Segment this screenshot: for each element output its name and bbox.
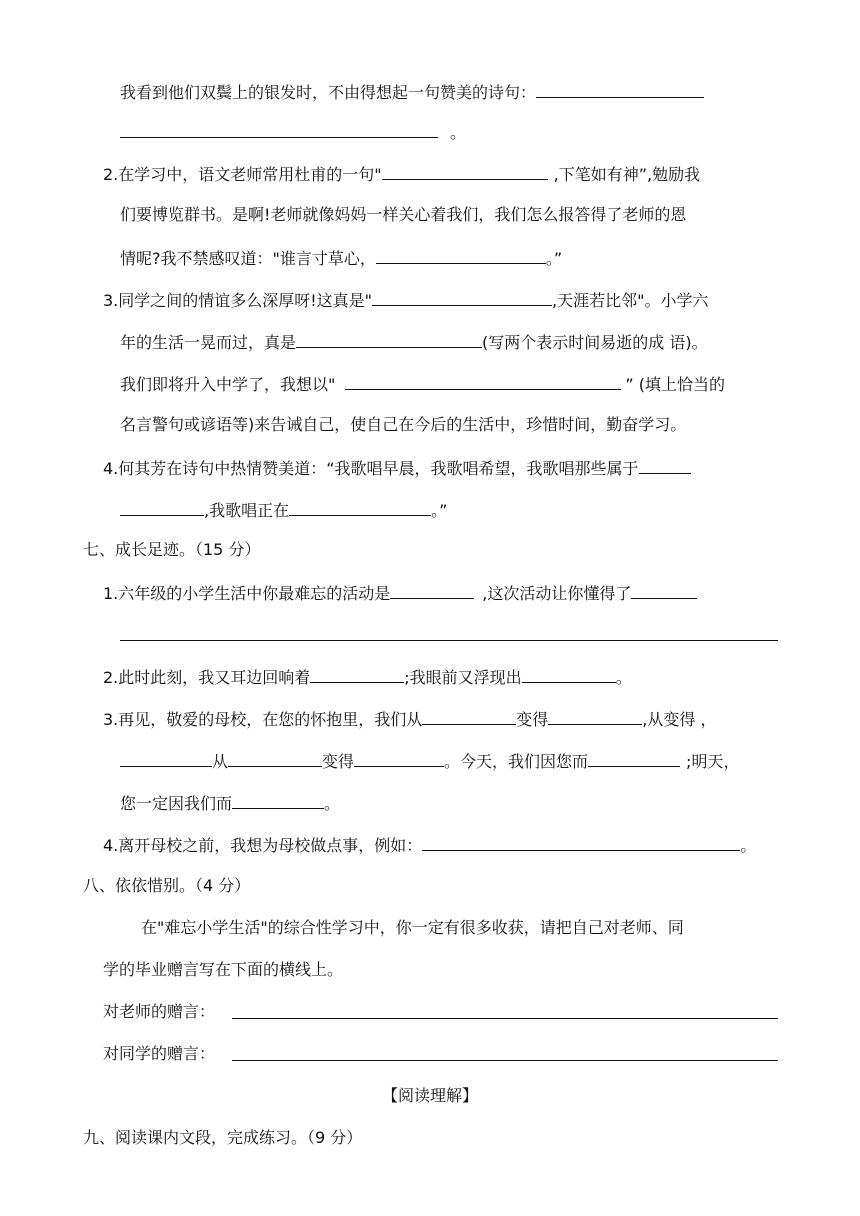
answer-blank[interactable]	[376, 246, 546, 264]
s6-q3-line3	[120, 372, 725, 396]
s6-q3-text-a: 3.同学之间的情谊多么深厚呀!这真是"	[103, 291, 373, 310]
s7-q2-text-a: 2.此时此刻，我又耳边回响着	[103, 668, 311, 687]
s8-paragraph-line2: 学的毕业赠言写在下面的横线上。	[103, 960, 344, 979]
s7-q3-text-f: 。今天，我们因您而	[444, 752, 589, 771]
s7-q3-line2	[120, 749, 739, 773]
s6-q2-text-b: ,下笔如有神”,勉励我	[553, 165, 701, 184]
s7-q3-text-a: 3.再见，敬爱的母校，在您的怀抱里，我们从	[103, 710, 423, 729]
section7-title: 七、成长足迹。（15 分）	[83, 540, 261, 559]
s8-paragraph-line1: 在"难忘小学生活"的综合性学习中，你一定有很多收获，请把自己对老师、同	[141, 918, 684, 937]
answer-blank[interactable]	[588, 749, 680, 767]
s6-q4-text-c: 。”	[431, 501, 448, 520]
answer-blank[interactable]	[522, 665, 616, 683]
s7-q2-line	[103, 665, 632, 689]
s6-q2-text-a: 2.在学习中，语文老师常用杜甫的一句"	[103, 165, 382, 184]
answer-blank[interactable]	[639, 456, 691, 474]
answer-blank[interactable]	[232, 791, 324, 809]
answer-blank[interactable]	[536, 80, 704, 98]
s6-q2-text-d: 情呢?我不禁感叹道："谁言寸草心，	[120, 249, 376, 268]
s7-q3-line3	[120, 791, 340, 815]
s6-q2-line1	[103, 162, 700, 186]
answer-blank[interactable]	[422, 707, 516, 725]
answer-blank[interactable]	[390, 581, 474, 599]
s7-q3-text-g: ;明天，	[686, 752, 740, 771]
answer-blank[interactable]	[296, 330, 482, 348]
answer-blank[interactable]	[345, 372, 621, 390]
s6-q3-line4: 名言警句或谚语等)来告诫自己，使自己在今后的生活中，珍惜时间，勤奋学习。	[120, 415, 687, 434]
s7-q3-text-c: ,从变得 ，	[642, 710, 717, 729]
s7-q2-text-c: 。	[615, 668, 632, 687]
answer-blank[interactable]	[120, 120, 438, 138]
s7-q3-text-e: 变得	[322, 752, 355, 771]
s7-q3-text-i: 。	[324, 794, 341, 813]
answer-blank[interactable]	[310, 665, 404, 683]
s8-teacher-label: 对老师的赠言：	[103, 1002, 216, 1021]
s6-q3-text-c: 年的生活一晃而过，真是	[120, 333, 297, 352]
s7-q3-line1	[103, 707, 716, 731]
answer-line[interactable]	[120, 640, 778, 641]
answer-blank[interactable]	[372, 288, 552, 306]
s7-q3-text-h: 您一定因我们而	[120, 794, 233, 813]
s6-q3-text-f: ” (填上恰当的	[625, 375, 725, 394]
s6-line1-text: 我看到他们双鬓上的银发时，不由得想起一句赞美的诗句：	[120, 83, 537, 102]
teacher-message-line[interactable]	[232, 1018, 778, 1019]
answer-blank[interactable]	[422, 833, 740, 851]
answer-blank[interactable]	[631, 581, 697, 599]
s6-q3-line1	[103, 288, 709, 312]
s6-q4-text-b: ,我歌唱正在	[204, 501, 290, 520]
s6-line2	[120, 120, 466, 144]
s6-line2-end: 。	[450, 123, 467, 142]
answer-blank[interactable]	[228, 749, 322, 767]
s6-q4-text-a: 4.何其芳在诗句中热情赞美道：“我歌唱早晨，我歌唱希望，我歌唱那些属于	[103, 459, 639, 478]
s7-q2-text-b: ;我眼前又浮现出	[404, 668, 522, 687]
s7-q4-line	[103, 833, 756, 857]
s6-line1	[120, 80, 704, 104]
s7-q1-text-a: 1.六年级的小学生活中你最难忘的活动是	[103, 584, 391, 603]
s6-q2-text-e: 。”	[545, 249, 563, 268]
s7-q3-text-b: 变得	[516, 710, 549, 729]
s6-q3-text-b: ,天涯若比邻"。小学六	[552, 291, 709, 310]
classmate-message-line[interactable]	[232, 1060, 778, 1061]
s7-q1-line1	[103, 581, 697, 605]
s6-q2-line3	[120, 246, 562, 270]
section8-title: 八、依依惜别。（4 分）	[83, 876, 251, 895]
answer-blank[interactable]	[382, 162, 548, 180]
answer-blank[interactable]	[354, 749, 444, 767]
s6-q4-line1	[103, 456, 691, 480]
s6-q3-text-d: (写两个表示时间易逝的成 语)。	[482, 333, 708, 352]
s7-q3-text-d: 从	[212, 752, 229, 771]
answer-blank[interactable]	[548, 707, 642, 725]
s7-q4-text-b: 。	[740, 836, 757, 855]
reading-header: 【阅读理解】	[381, 1086, 478, 1105]
s7-q4-text-a: 4.离开母校之前，我想为母校做点事，例如：	[103, 836, 423, 855]
s6-q2-line2: 们要博览群书。是啊!老师就像妈妈一样关心着我们，我们怎么报答得了老师的恩	[120, 205, 687, 224]
s7-q1-text-b: ,这次活动让你懂得了	[482, 584, 632, 603]
s6-q4-line2	[120, 498, 447, 522]
section9-title: 九、阅读课内文段，完成练习。（9 分）	[83, 1128, 363, 1147]
s6-q3-text-e: 我们即将升入中学了，我想以"	[120, 375, 336, 394]
s8-classmate-label: 对同学的赠言：	[103, 1044, 216, 1063]
answer-blank[interactable]	[120, 749, 212, 767]
answer-blank[interactable]	[289, 498, 431, 516]
s6-q3-line2	[120, 330, 708, 354]
answer-blank[interactable]	[120, 498, 204, 516]
